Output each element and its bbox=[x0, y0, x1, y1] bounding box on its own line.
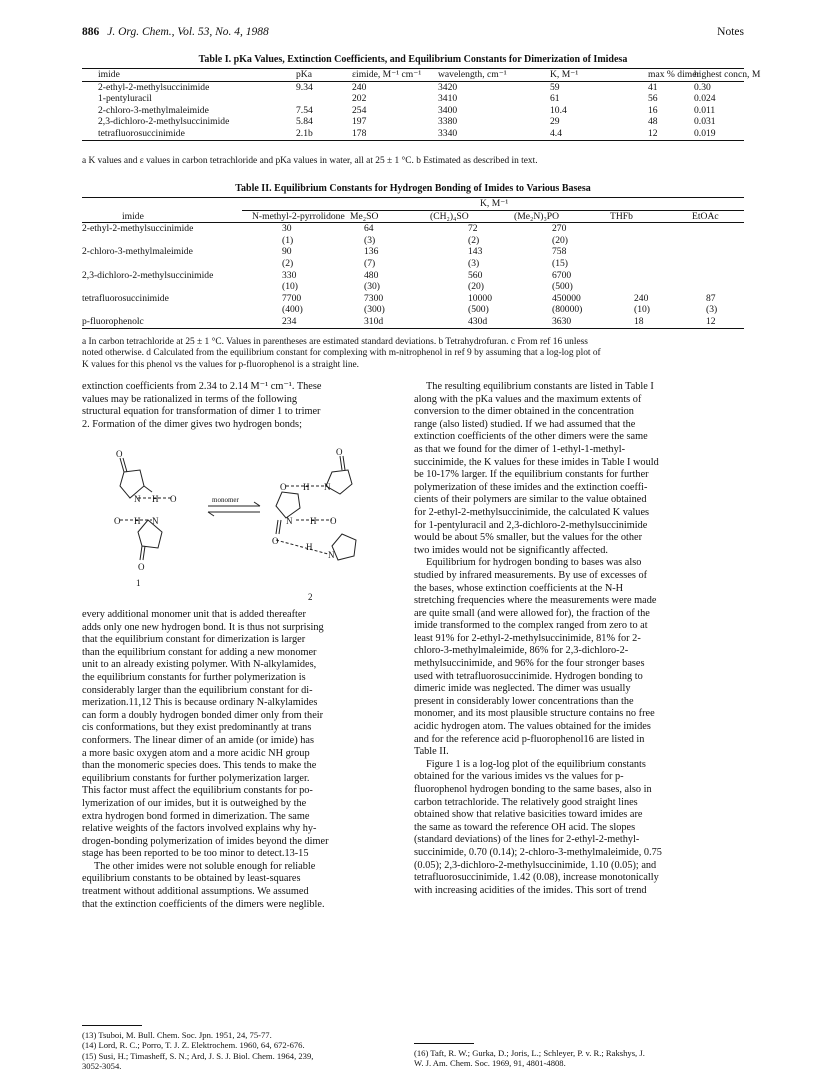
text-line: as that we found for the dimer of 1-ethyl-1-methyl- bbox=[414, 443, 626, 455]
table-cell: 29 bbox=[550, 116, 560, 128]
table-cell: (500) bbox=[468, 304, 489, 316]
atom-h-2: H bbox=[134, 516, 141, 526]
table-cell: 330 bbox=[282, 269, 297, 281]
table-cell: 0.011 bbox=[694, 104, 716, 116]
table2-header-cell: N-methyl-2-pyrrolidone bbox=[252, 210, 345, 222]
table-cell: 41 bbox=[648, 81, 658, 93]
text-line: obtained for the various imides vs the values for p- bbox=[414, 771, 624, 783]
table1-caption: Table I. pKa Values, Extinction Coefficients, and Equilibrium Constants for Dimerization of Imidesa bbox=[198, 54, 628, 65]
text-line: relative weights of the factors involved explains why hy- bbox=[82, 823, 317, 835]
table1-header-cell: highest concn, M bbox=[694, 69, 761, 80]
right-column bbox=[414, 381, 744, 897]
table-rule bbox=[82, 328, 744, 329]
text-line: stage has been reported to be too minor to detect.13-15 bbox=[82, 848, 309, 860]
text-line: present in considerably lower concentrations than the bbox=[414, 695, 634, 707]
text-line: Equilibrium for hydrogen bonding to bases was also bbox=[426, 557, 642, 569]
table-cell: 12 bbox=[706, 315, 716, 327]
page-number: 886 bbox=[82, 26, 100, 38]
table-cell: 59 bbox=[550, 81, 560, 93]
text-line: methylsuccinimide, and 96% for the four stronger bases bbox=[414, 658, 645, 670]
table2-header-cell: Me₂SO bbox=[350, 210, 379, 222]
text-line: (standard deviations) of the lines for 2-ethyl-2-methyl- bbox=[414, 834, 640, 846]
table-row bbox=[82, 223, 744, 235]
table2-footnote-line: K values for this phenol vs the values for p-fluorophenol is a straight line. bbox=[82, 359, 360, 370]
text-line: the same as toward the reference OH acid. The slopes bbox=[414, 821, 636, 833]
table2-header-cell: (CH₂)₄SO bbox=[430, 210, 469, 222]
atom-o-3: O bbox=[114, 516, 121, 526]
table-cell: 3410 bbox=[438, 93, 458, 105]
text-line: merization.11,12 This is because ordinary N-alkylamides bbox=[82, 697, 318, 709]
text-line: cients of their polymers are similar to the value obtained bbox=[414, 494, 647, 506]
atom-o-2: O bbox=[116, 449, 123, 459]
table-cell: (80000) bbox=[552, 304, 583, 316]
table-cell: (30) bbox=[364, 281, 380, 293]
text-line: equilibrium constants to be obtained by least-squares bbox=[82, 873, 301, 885]
text-line: drogen-bonding polymerization of imides beyond the dimer bbox=[82, 835, 329, 847]
left-refs-rule bbox=[82, 1025, 142, 1026]
table-cell: 143 bbox=[468, 246, 483, 258]
table-cell: 6700 bbox=[552, 269, 572, 281]
table-cell: 5.84 bbox=[296, 116, 313, 128]
text-line: with increasing acidities of the imides. This sort of trend bbox=[414, 884, 647, 896]
table-cell: 7300 bbox=[364, 292, 384, 304]
table-cell: (15) bbox=[552, 257, 568, 269]
text-line: adds only one new hydrogen bond. It is thus not surprising bbox=[82, 621, 324, 633]
text-line: The resulting equilibrium constants are listed in Table I bbox=[426, 381, 654, 392]
table2-footnote-line: noted otherwise. d Calculated from the equilibrium constant for complexing with m-nitrophenol in ref 9 by assuming that a log-log plot of bbox=[82, 348, 601, 359]
table-cell: 450000 bbox=[552, 292, 581, 304]
text-line: imide transformed to the complex ranged from zero to at bbox=[414, 620, 648, 632]
text-line: range (also listed) studied. If we had assumed that the bbox=[414, 418, 636, 430]
arrow-label: monomer bbox=[212, 496, 239, 504]
left-column-p1 bbox=[82, 381, 398, 431]
atom-n-1: N bbox=[134, 494, 141, 504]
table-cell: 270 bbox=[552, 223, 567, 235]
text-line: succinimide, the K values for these imides in Table I would bbox=[414, 456, 659, 468]
text-line: a more basic oxygen atom and a more acidic NH group bbox=[82, 747, 310, 759]
text-line: monomer, and its most plausible structure contains no free bbox=[414, 708, 655, 720]
table-cell: 430d bbox=[468, 315, 488, 327]
table-cell: 9.34 bbox=[296, 81, 313, 93]
atom-n-2: N bbox=[152, 516, 159, 526]
right-references bbox=[414, 1048, 744, 1069]
text-line: This factor must affect the equilibrium constants for po- bbox=[82, 785, 313, 797]
table-cell: (3) bbox=[706, 304, 718, 316]
table2-caption: Table II. Equilibrium Constants for Hydrogen Bonding of Imides to Various Basesa bbox=[235, 183, 591, 194]
reference-line: (13) Tsuboi, M. Bull. Chem. Soc. Jpn. 1951, 24, 75-77. bbox=[82, 1030, 272, 1040]
atom-n-4: N bbox=[286, 516, 293, 526]
table-cell: 16 bbox=[648, 104, 658, 116]
table-rule bbox=[82, 140, 744, 141]
table-cell: tetrafluorosuccinimide bbox=[98, 127, 185, 139]
right-refs-rule bbox=[414, 1043, 474, 1044]
table-cell: 3380 bbox=[438, 116, 458, 128]
atom-o-6: O bbox=[280, 482, 287, 492]
table-cell: 56 bbox=[648, 93, 658, 105]
text-line: conformers. The linear dimer of an amide (or imide) has bbox=[82, 734, 314, 746]
text-line: extinction coefficients of the other dimers were the same bbox=[414, 431, 648, 443]
table-row bbox=[82, 293, 744, 305]
table-row bbox=[82, 235, 744, 247]
text-line: chloro-3-methylmaleimide, 86% for 2,3-dichloro-2- bbox=[414, 645, 629, 657]
text-line: the bases, whose extinction coefficients at the N-H bbox=[414, 582, 624, 594]
text-line: fluorophenol hydrogen bonding to the same bases, also in bbox=[414, 784, 652, 795]
table-cell: 0.024 bbox=[694, 93, 716, 105]
ring-trimer-bottom bbox=[332, 534, 356, 560]
table-cell: (10) bbox=[634, 304, 650, 316]
text-line: structural equation for transformation of dimer 1 to trimer bbox=[82, 406, 321, 418]
table2-footnote-line: a In carbon tetrachloride at 25 ± 1 °C. Values in parentheses are estimated standard deviations. b Tetrahydrofuran. c From ref 16 unless bbox=[82, 337, 588, 347]
table-cell: (2) bbox=[282, 257, 294, 269]
table-cell: 7.54 bbox=[296, 104, 313, 116]
table-cell: 0.30 bbox=[694, 81, 711, 93]
table-row bbox=[82, 93, 744, 105]
table2-header-cell: imide bbox=[122, 210, 144, 222]
text-line: extinction coefficients from 2.34 to 2.14 M⁻¹ cm⁻¹. These bbox=[82, 381, 322, 392]
text-line: are quite small (and were allowed for), the fraction of the bbox=[414, 607, 650, 619]
table-cell: 7700 bbox=[282, 292, 302, 304]
table-cell: 3630 bbox=[552, 315, 572, 327]
text-line: along with the pKa values and the maximum extents of bbox=[414, 393, 642, 405]
table-cell: 18 bbox=[634, 315, 644, 327]
atom-h-4: H bbox=[310, 516, 317, 526]
text-line: and for the reference acid p-fluorophenol16 are listed in bbox=[414, 733, 645, 745]
table2-super-header: K, M⁻¹ bbox=[480, 198, 509, 209]
table-cell: 254 bbox=[352, 104, 367, 116]
table2-footnote bbox=[82, 337, 744, 371]
table-cell: 202 bbox=[352, 93, 367, 105]
table-cell: (3) bbox=[468, 257, 480, 269]
table-cell: (20) bbox=[468, 281, 484, 293]
atom-o-4: O bbox=[138, 562, 145, 572]
table-cell: 2-ethyl-2-methylsuccinimide bbox=[82, 223, 194, 235]
section-label: Notes bbox=[717, 26, 744, 38]
text-line: succinimide, 0.70 (0.14); 2-chloro-3-methylmaleimide, 0.75 bbox=[414, 846, 662, 858]
text-line: stretching frequencies where the measurements were made bbox=[414, 595, 657, 607]
running-header bbox=[82, 26, 744, 38]
table-cell: 0.019 bbox=[694, 127, 716, 139]
table2-header-cell: (Me₂N)₃PO bbox=[514, 210, 560, 222]
reference-line: (16) Taft, R. W.; Gurka, D.; Joris, L.; Schleyer, P. v. R.; Rakshys, J. bbox=[414, 1048, 645, 1058]
atom-h-1: H bbox=[152, 494, 159, 504]
table-cell: 2-chloro-3-methylmaleimide bbox=[98, 104, 209, 116]
table1-header-row bbox=[82, 69, 761, 81]
table-cell: 64 bbox=[364, 223, 374, 235]
table-cell: 480 bbox=[364, 269, 379, 281]
table-row bbox=[82, 128, 744, 140]
atom-o-8: O bbox=[272, 536, 279, 546]
table1-header-cell: wavelength, cm⁻¹ bbox=[438, 69, 507, 80]
table2-super-header-row bbox=[82, 198, 744, 210]
text-line: for 1-pentyluracil and 2,3-dichloro-2-methylsuccinimide bbox=[414, 519, 648, 531]
reference-line: W. J. Am. Chem. Soc. 1969, 91, 4801-4808. bbox=[414, 1058, 566, 1069]
text-line: cis conformations, but they exist predominantly at trans bbox=[82, 722, 312, 734]
table-row bbox=[82, 82, 744, 94]
table-cell: 90 bbox=[282, 246, 292, 258]
text-line: than the monomeric species does. This tends to make the bbox=[82, 760, 317, 772]
text-line: every additional monomer unit that is added thereafter bbox=[82, 609, 306, 620]
table-cell: 240 bbox=[634, 292, 649, 304]
dimer-trimer-structure-figure bbox=[100, 436, 380, 604]
text-line: polymerization of these imides and the extinction coeffi- bbox=[414, 481, 648, 493]
table-row bbox=[82, 304, 744, 316]
text-line: extra hydrogen bond formed in dimerization. The same bbox=[82, 810, 310, 822]
table-cell: 3420 bbox=[438, 81, 458, 93]
text-line: equilibrium constants for further polymerization larger. bbox=[82, 772, 310, 784]
reference-line: 3052-3054. bbox=[82, 1061, 122, 1072]
table-cell: 4.4 bbox=[550, 127, 562, 139]
text-line: acidic hydrogen atom. The values obtained for the imides bbox=[414, 721, 651, 733]
text-line: would be about 5% smaller, but the values for the other bbox=[414, 532, 643, 544]
table2-header-cell: THFb bbox=[610, 210, 633, 222]
text-line: dimeric imide was neglected. The dimer was usually bbox=[414, 683, 631, 695]
table1-header-cell: max % dimer bbox=[648, 69, 700, 80]
text-line: (0.05); 2,3-dichloro-2-methylsuccinimide, 1.10 (0.05); and bbox=[414, 859, 657, 871]
table-cell: 3340 bbox=[438, 127, 458, 139]
left-column-p2 bbox=[82, 609, 398, 911]
table-cell: 30 bbox=[282, 223, 292, 235]
reference-line: (15) Susi, H.; Timasheff, S. N.; Ard, J. S. J. Biol. Chem. 1964, 239, bbox=[82, 1050, 314, 1061]
table2 bbox=[82, 197, 744, 329]
table1-header-cell: pKa bbox=[296, 69, 312, 80]
table-cell: (400) bbox=[282, 304, 303, 316]
table1-header-cell: imide bbox=[98, 69, 120, 80]
table-cell: 87 bbox=[706, 292, 716, 304]
table-row bbox=[82, 281, 744, 293]
text-line: that the equilibrium constant for dimerization is larger bbox=[82, 634, 306, 646]
text-line: treatment without additional assumptions. We assumed bbox=[82, 886, 309, 898]
text-line: considerably larger than the equilibrium constant for di- bbox=[82, 684, 313, 696]
table-cell: 560 bbox=[468, 269, 483, 281]
table-cell: (300) bbox=[364, 304, 385, 316]
table-cell: 3400 bbox=[438, 104, 458, 116]
table-cell: 178 bbox=[352, 127, 367, 139]
table-cell: 10.4 bbox=[550, 104, 567, 116]
table-cell: 2.1b bbox=[296, 127, 313, 139]
compound-label-2: 2 bbox=[308, 592, 313, 602]
table-cell: (3) bbox=[364, 234, 376, 246]
text-line: that the extinction coefficients of the dimers were neglible. bbox=[82, 898, 325, 910]
table-row bbox=[82, 246, 744, 258]
atom-o-1: O bbox=[170, 494, 177, 504]
text-line: studied by infrared measurements. By use of excesses of bbox=[414, 569, 648, 581]
text-line: than the equilibrium constant for adding a new monomer bbox=[82, 646, 317, 658]
text-line: can form a doubly hydrogen bonded dimer only from their bbox=[82, 709, 324, 721]
table-cell: 12 bbox=[648, 127, 658, 139]
text-line: conversion to the dimer obtained in the concentration bbox=[414, 406, 634, 418]
table-cell: 10000 bbox=[468, 292, 492, 304]
table-cell: (10) bbox=[282, 281, 298, 293]
text-line: used with tetrafluorosuccinimide. Hydrogen bonding to bbox=[414, 670, 643, 682]
atom-h-3: H bbox=[303, 482, 310, 492]
text-line: obtained show that relative basicities toward imides are bbox=[414, 809, 643, 821]
table-row bbox=[82, 316, 744, 328]
atom-o-7: O bbox=[330, 516, 337, 526]
journal-citation: J. Org. Chem., Vol. 53, No. 4, 1988 bbox=[107, 26, 269, 38]
table-row bbox=[82, 270, 744, 282]
table-row bbox=[82, 258, 744, 270]
table-cell: 136 bbox=[364, 246, 379, 258]
text-line: for 2-ethyl-2-methylsuccinimide, the calculated K values bbox=[414, 506, 650, 518]
table-cell: tetrafluorosuccinimide bbox=[82, 292, 169, 304]
table-cell: 758 bbox=[552, 246, 567, 258]
table-cell: 240 bbox=[352, 81, 367, 93]
table-cell: 61 bbox=[550, 93, 560, 105]
text-line: 2. Formation of the dimer gives two hydrogen bonds; bbox=[82, 418, 302, 430]
text-line: be 10-17% larger. If the equilibrium constants for further bbox=[414, 469, 649, 481]
text-line: values may be rationalized in terms of the following bbox=[82, 393, 298, 405]
atom-o-5: O bbox=[336, 447, 343, 457]
text-line: lymerization of our imides, but it is outweighed by the bbox=[82, 797, 307, 809]
atom-n-3: N bbox=[324, 482, 331, 492]
text-line: The other imides were not soluble enough for reliable bbox=[94, 860, 316, 872]
table-cell: (1) bbox=[282, 234, 294, 246]
table-row bbox=[82, 116, 744, 128]
text-line: carbon tetrachloride. The relatively good straight lines bbox=[414, 796, 638, 808]
left-references bbox=[82, 1030, 402, 1072]
table-cell: (7) bbox=[364, 257, 376, 269]
text-line: Figure 1 is a log-log plot of the equilibrium constants bbox=[426, 758, 646, 770]
table2-header-row bbox=[82, 211, 744, 223]
table-cell: 48 bbox=[648, 116, 658, 128]
table-cell: 2,3-dichloro-2-methylsuccinimide bbox=[82, 269, 214, 281]
table1-header-cell: εimide, M⁻¹ cm⁻¹ bbox=[352, 69, 422, 80]
table-cell: 2-ethyl-2-methylsuccinimide bbox=[98, 81, 210, 93]
table-cell: 310d bbox=[364, 315, 384, 327]
table-cell: 2,3-dichloro-2-methylsuccinimide bbox=[98, 116, 230, 128]
atom-n-5: N bbox=[328, 550, 335, 560]
table1 bbox=[82, 68, 761, 141]
text-line: unit to an already existing polymer. With N-alkylamides, bbox=[82, 659, 317, 671]
table2-header-cell: EtOAc bbox=[692, 210, 719, 222]
table1-header-cell: K, M⁻¹ bbox=[550, 69, 579, 80]
reference-line: (14) Lord, R. C.; Porro, T. J. Z. Elektrochem. 1960, 64, 672-676. bbox=[82, 1040, 305, 1051]
table-cell: 1-pentyluracil bbox=[98, 93, 152, 105]
table-cell: 234 bbox=[282, 315, 297, 327]
table-cell: p-fluorophenolc bbox=[82, 315, 144, 327]
table-cell: 197 bbox=[352, 116, 367, 128]
table-cell: 2-chloro-3-methylmaleimide bbox=[82, 246, 193, 258]
text-line: least 91% for 2-ethyl-2-methylsuccinimide, 81% for 2- bbox=[414, 632, 641, 644]
table-cell: (2) bbox=[468, 234, 480, 246]
table-cell: 72 bbox=[468, 223, 478, 235]
text-line: Table II. bbox=[414, 746, 449, 758]
atom-h-5: H bbox=[306, 542, 313, 552]
ring-trimer-middle bbox=[276, 492, 300, 518]
table-row bbox=[82, 105, 744, 117]
table-cell: (20) bbox=[552, 234, 568, 246]
text-line: the equilibrium constants for further polymerization is bbox=[82, 671, 306, 683]
text-line: two imides would not be significantly affected. bbox=[414, 544, 608, 556]
table-cell: (500) bbox=[552, 281, 573, 293]
compound-label-1: 1 bbox=[136, 578, 141, 588]
text-line: tetrafluorosuccinimide, 1.42 (0.08), increase monotonically bbox=[414, 872, 659, 884]
table1-footnote: a K values and ε values in carbon tetrachloride and pKa values in water, all at 25 ± 1 °C. b Estimated as described in text. bbox=[82, 156, 538, 166]
table-cell: 0.031 bbox=[694, 116, 716, 128]
